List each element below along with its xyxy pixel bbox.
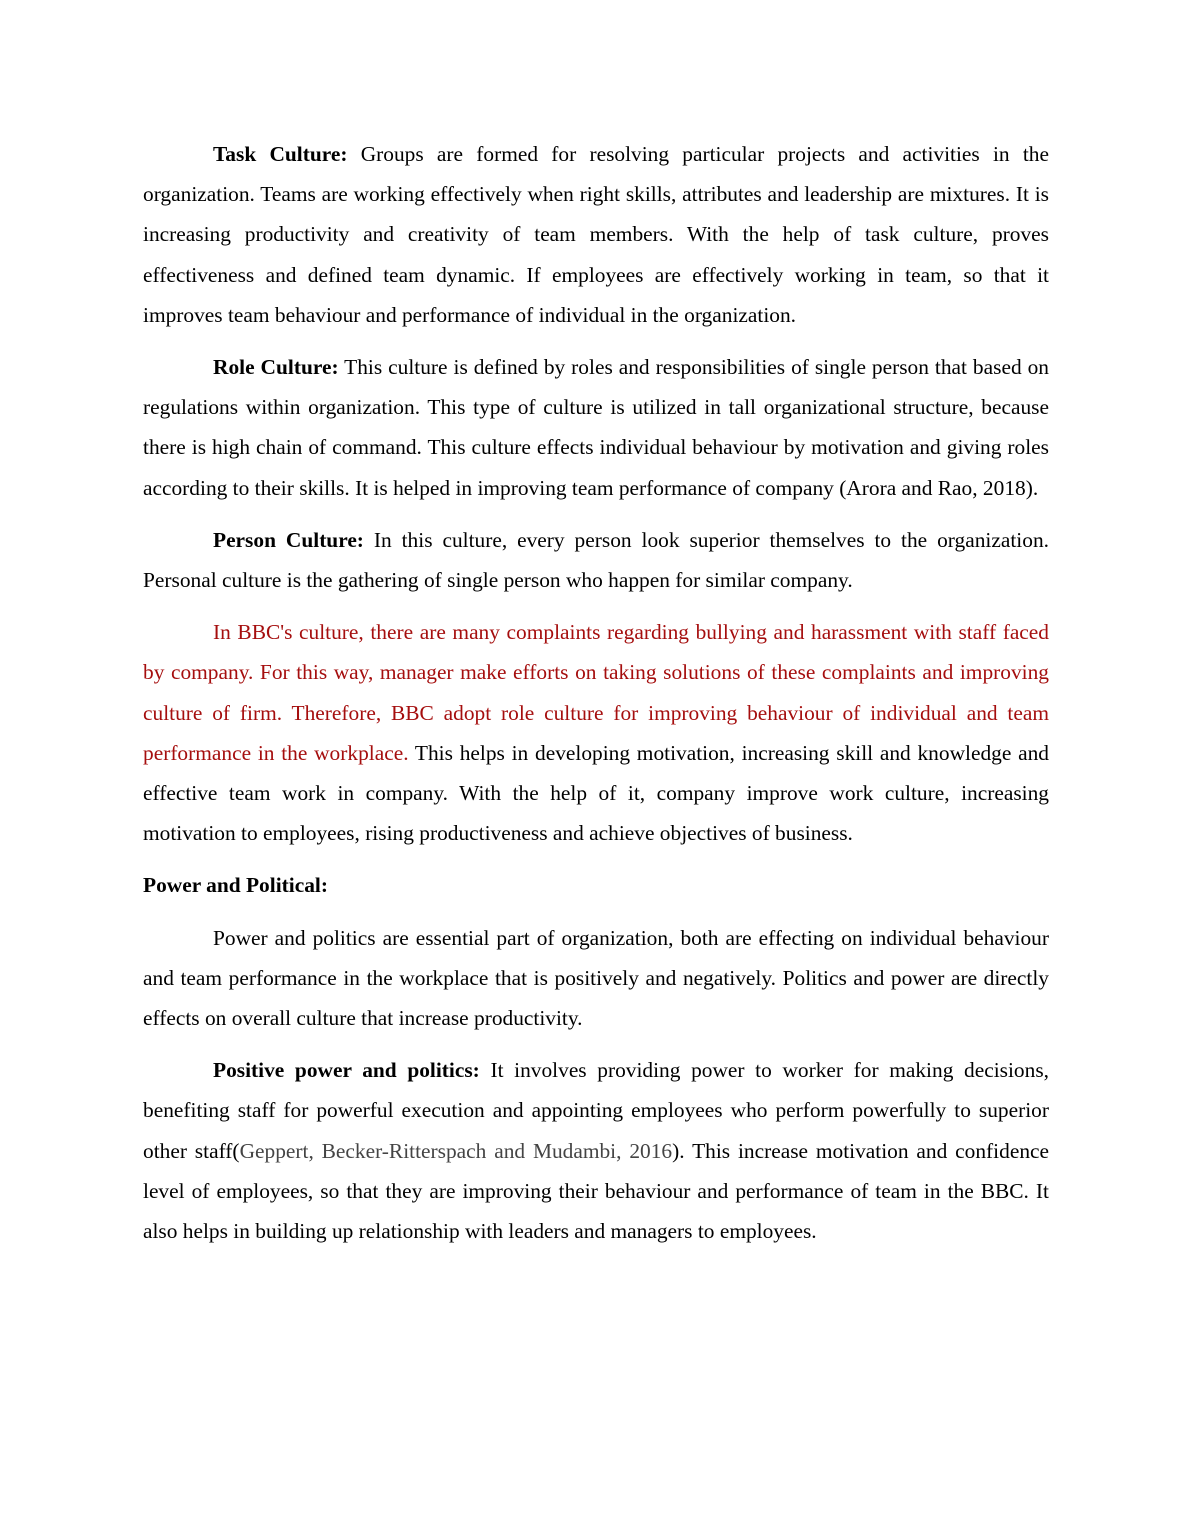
positive-power-heading: Positive power and politics: xyxy=(213,1058,480,1083)
power-intro-paragraph xyxy=(143,918,1049,1039)
bbc-culture-paragraph xyxy=(143,612,1049,853)
bbc-culture-highlighted-text: In BBC's culture, there are many complaints regarding bullying and harassment with staff faced by company. For this way, manager make efforts on taking solutions of these complaints and improving culture of firm. Therefore, BBC adopt role culture for improving behaviour of individual and team performance in the workplace. xyxy=(143,620,1049,765)
role-culture-text: This culture is defined by roles and responsibilities of single person that based on regulations within organization. This type of culture is utilized in tall organizational structure, because there is high chain of command. This culture effects individual behaviour by motivation and giving roles according to their skills. It is helped in improving team performance of company (Arora and Rao, 2018). xyxy=(143,355,1049,500)
positive-power-text-before: It involves providing power to worker for making decisions, benefiting staff for powerful execution and appointing employees who perform powerfully to superior other staff( xyxy=(143,1058,1049,1163)
role-culture-paragraph xyxy=(143,347,1049,508)
document-page xyxy=(143,134,1049,1263)
task-culture-text: Groups are formed for resolving particular projects and activities in the organization. Teams are working effectively when right skills, attributes and leadership are mixtures. It is increasing productivity and creativity of team members. With the help of task culture, proves effectiveness and defined team dynamic. If employees are effectively working in team, so that it improves team behaviour and performance of individual in the organization. xyxy=(143,142,1049,327)
person-culture-paragraph xyxy=(143,520,1049,600)
positive-power-text-after: ). This increase motivation and confidence level of employees, so that they are improving their behaviour and performance of team in the BBC. It also helps in building up relationship with leaders and managers to employees. xyxy=(143,1138,1049,1244)
power-political-heading: Power and Political: xyxy=(143,873,328,898)
positive-power-citation: Geppert, Becker-Ritterspach and Mudambi, 2016 xyxy=(239,1138,673,1163)
task-culture-paragraph xyxy=(143,134,1049,335)
bbc-culture-text: This helps in developing motivation, increasing skill and knowledge and effective team work in company. With the help of it, company improve work culture, increasing motivation to employees, rising productiveness and achieve objectives of business. xyxy=(143,740,1049,846)
positive-power-paragraph xyxy=(143,1050,1049,1251)
task-culture-heading: Task Culture: xyxy=(213,142,348,166)
role-culture-heading: Role Culture: xyxy=(213,355,339,380)
person-culture-text: In this culture, every person look superior themselves to the organization. Personal culture is the gathering of single person who happen for similar company. xyxy=(143,527,1049,593)
person-culture-heading: Person Culture: xyxy=(213,527,364,552)
power-intro-text: Power and politics are essential part of organization, both are effecting on individual behaviour and team performance in the workplace that is positively and negatively. Politics and power are directly effects on overall culture that increase productivity. xyxy=(143,925,1049,1031)
